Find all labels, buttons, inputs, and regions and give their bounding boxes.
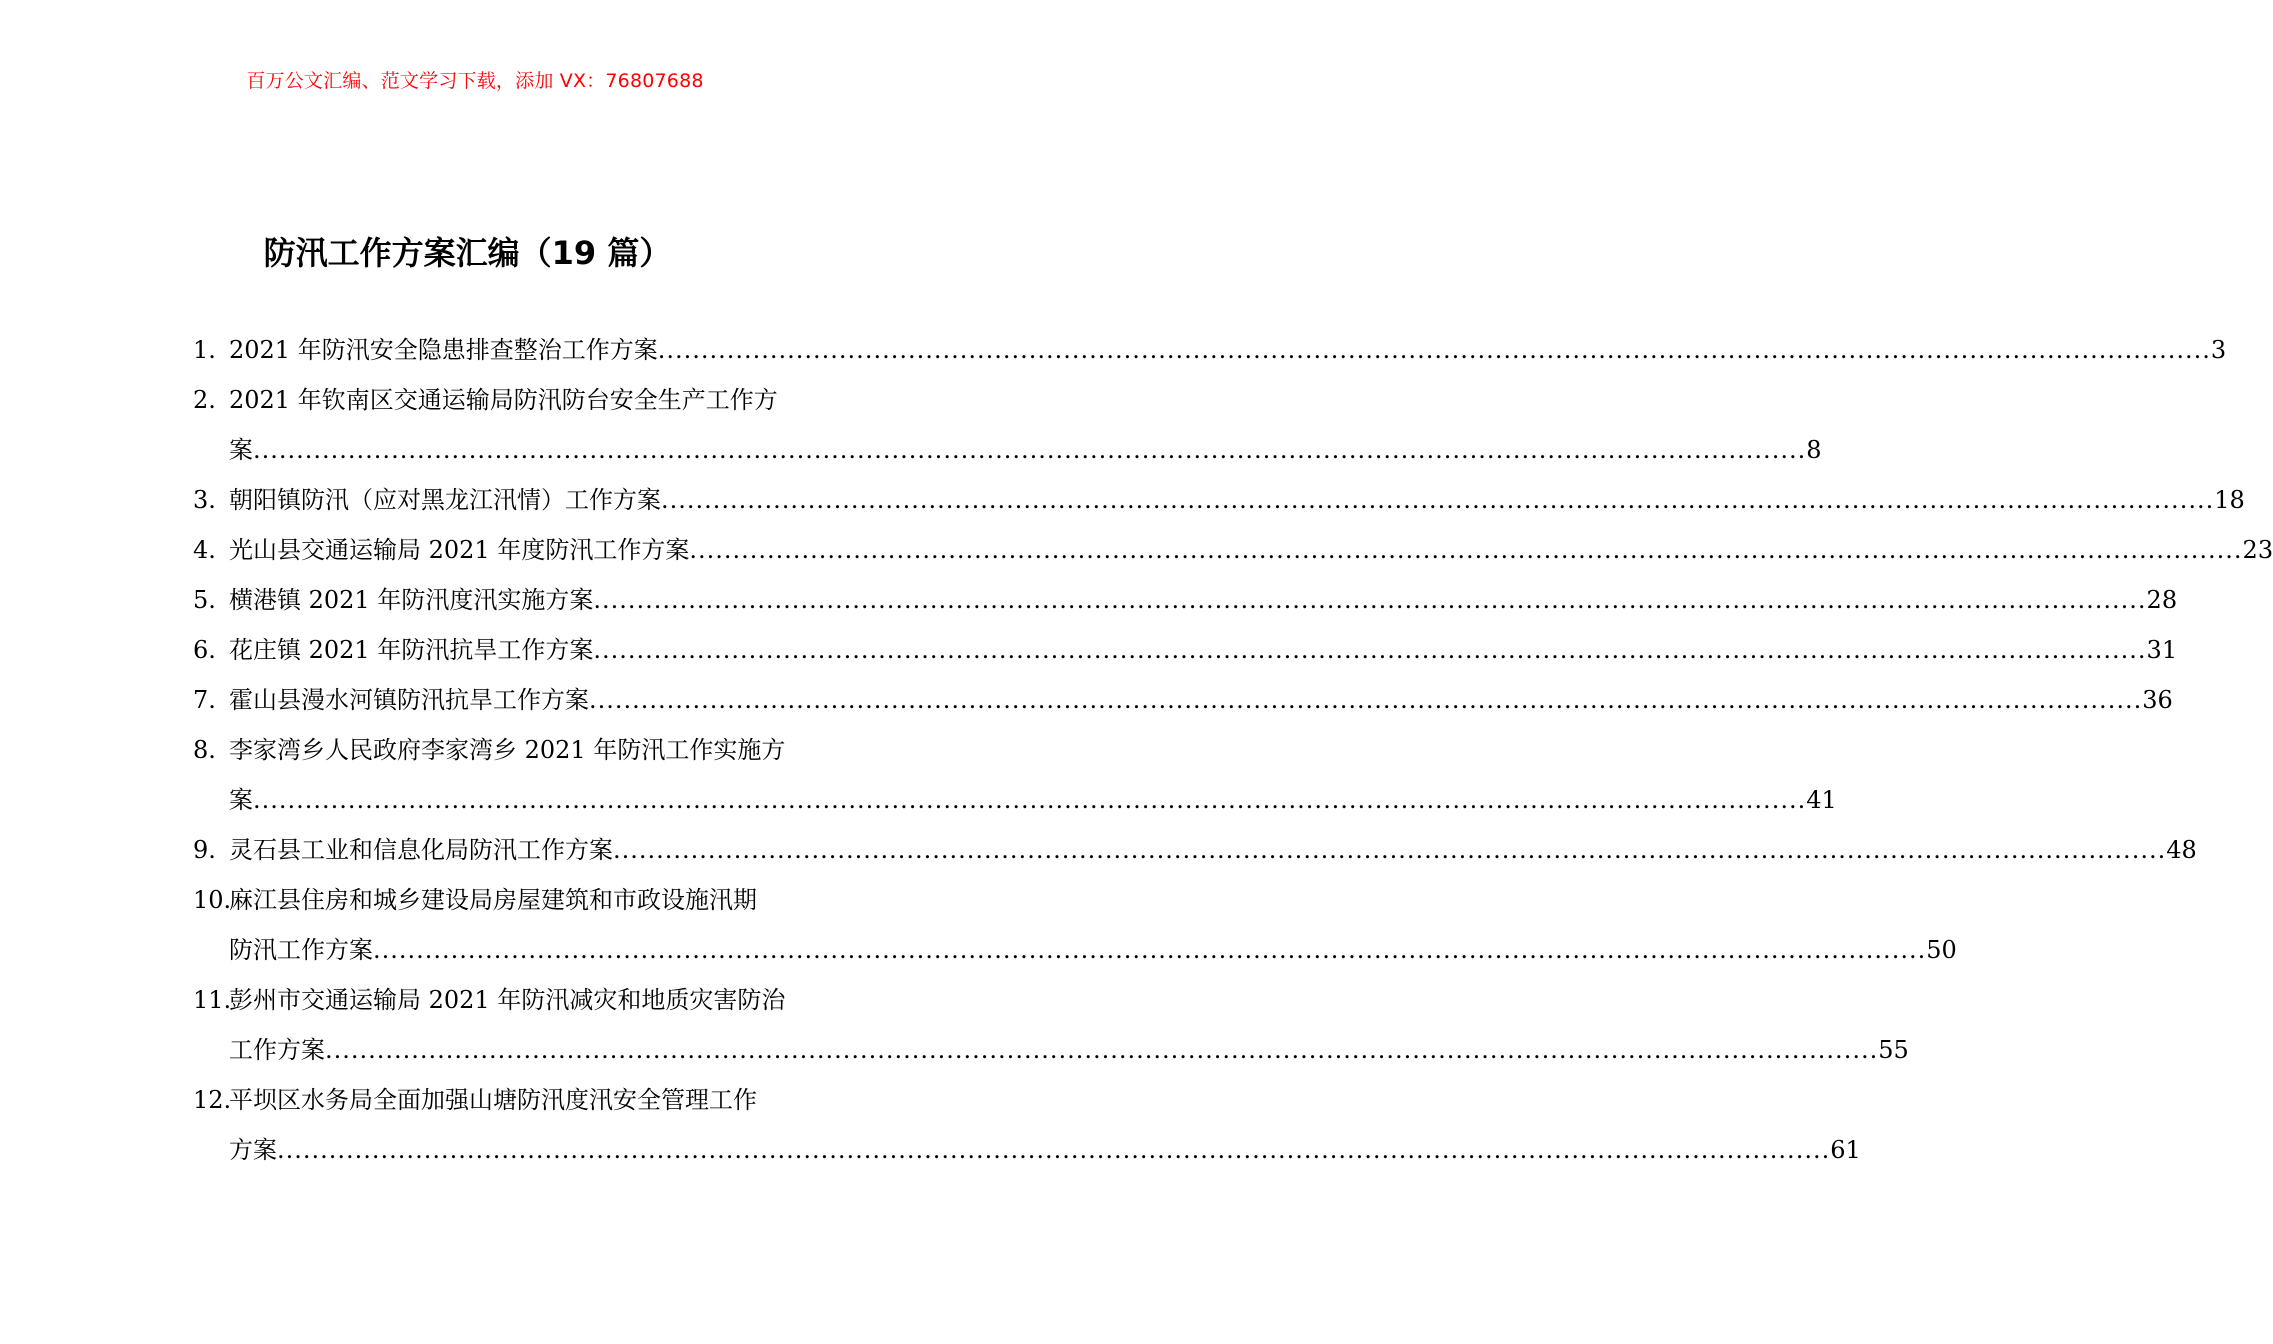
toc-entry-number: 7. [193,686,216,714]
toc-entry[interactable] [193,825,2197,875]
toc-page-number: 3 [2210,336,2227,364]
toc-entry-title: 横港镇 2021 年防汛度汛实施方案 [229,586,594,614]
toc-leader-dots: .................................................................................................................................................................................... [325,1036,1879,1064]
toc-entry-number: 11. [193,986,232,1014]
toc-entry-title: 工作方案 [229,1036,325,1064]
toc-entry-title: 光山县交通运输局 2021 年度防汛工作方案 [229,536,690,564]
toc-leader-dots: .................................................................................................................................................................................... [613,836,2167,864]
toc-entry-number: 6. [193,636,216,664]
toc-leader-dots: .................................................................................................................................................................................... [593,586,2147,614]
toc-leader-dots: .................................................................................................................................................................................... [689,536,2243,564]
toc-page-number: 18 [2214,486,2245,514]
toc-page-number: 55 [1878,1036,1909,1064]
toc-leader-dots: .................................................................................................................................................................................... [589,686,2143,714]
toc-page-number: 31 [2146,636,2178,664]
toc-entry-number: 3. [193,486,216,514]
toc-entry-title: 方案 [229,1136,277,1164]
toc-entry-number: 5. [193,586,216,614]
toc-entry[interactable] [193,1075,1861,1175]
toc-entry-number: 2. [193,386,216,414]
toc-leader-dots: .................................................................................................................................................................................... [373,936,1927,964]
document-title: 防汛工作方案汇编（19 篇） [263,234,672,272]
toc-entry[interactable] [193,975,1909,1075]
toc-entry-number: 4. [193,536,216,564]
toc-entry-title: 灵石县工业和信息化局防汛工作方案 [229,836,613,864]
toc-entry-number: 10. [193,886,232,914]
toc-entry-title-line: 2021 年钦南区交通运输局防汛防台安全生产工作方 [229,386,778,414]
toc-entry-title: 防汛工作方案 [229,936,373,964]
toc-entry[interactable] [193,675,2173,725]
toc-leader-dots: .................................................................................................................................................................................... [253,786,1807,814]
toc-entry-number: 12. [193,1086,232,1114]
toc-entry-title: 花庄镇 2021 年防汛抗旱工作方案 [229,636,594,664]
toc-leader-dots: .................................................................................................................................................................................... [593,636,2147,664]
toc-entry[interactable] [193,325,2227,375]
toc-entry-title: 案 [229,436,253,464]
toc-leader-dots: .................................................................................................................................................................................... [657,336,2211,364]
toc-entry-title-line: 平坝区水务局全面加强山塘防汛度汛安全管理工作 [229,1086,757,1114]
toc-entry-number: 1. [193,336,216,364]
table-of-contents [193,325,2273,1175]
toc-entry[interactable] [193,725,1837,825]
toc-page-number: 36 [2142,686,2173,714]
toc-entry-title: 朝阳镇防汛（应对黑龙江汛情）工作方案 [229,486,661,514]
toc-page-number: 23 [2242,536,2273,564]
toc-entry[interactable] [193,375,1822,475]
toc-entry-title-line: 彭州市交通运输局 2021 年防汛减灾和地质灾害防治 [229,986,786,1014]
toc-page-number: 8 [1806,436,1822,464]
toc-entry-number: 8. [193,736,216,764]
toc-leader-dots: .................................................................................................................................................................................... [253,436,1807,464]
watermark-header: 百万公文汇编、范文学习下载，添加 VX：76807688 [246,70,704,92]
toc-entry[interactable] [193,575,2178,625]
toc-entry[interactable] [193,625,2178,675]
toc-entry-title-line: 麻江县住房和城乡建设局房屋建筑和市政设施汛期 [229,886,757,914]
toc-entry-title: 2021 年防汛安全隐患排查整治工作方案 [229,336,658,364]
toc-entry-title: 案 [229,786,253,814]
toc-page-number: 48 [2166,836,2197,864]
toc-leader-dots: .................................................................................................................................................................................... [661,486,2215,514]
toc-entry-title-line: 李家湾乡人民政府李家湾乡 2021 年防汛工作实施方 [229,736,786,764]
toc-leader-dots: .................................................................................................................................................................................... [277,1136,1831,1164]
toc-entry-title: 霍山县漫水河镇防汛抗旱工作方案 [229,686,589,714]
toc-page-number: 61 [1830,1136,1861,1164]
toc-entry[interactable] [193,875,1957,975]
toc-page-number: 28 [2146,586,2178,614]
toc-entry[interactable] [193,475,2245,525]
toc-entry[interactable] [193,525,2273,575]
toc-entry-number: 9. [193,836,216,864]
toc-page-number: 41 [1806,786,1837,814]
toc-page-number: 50 [1926,936,1957,964]
